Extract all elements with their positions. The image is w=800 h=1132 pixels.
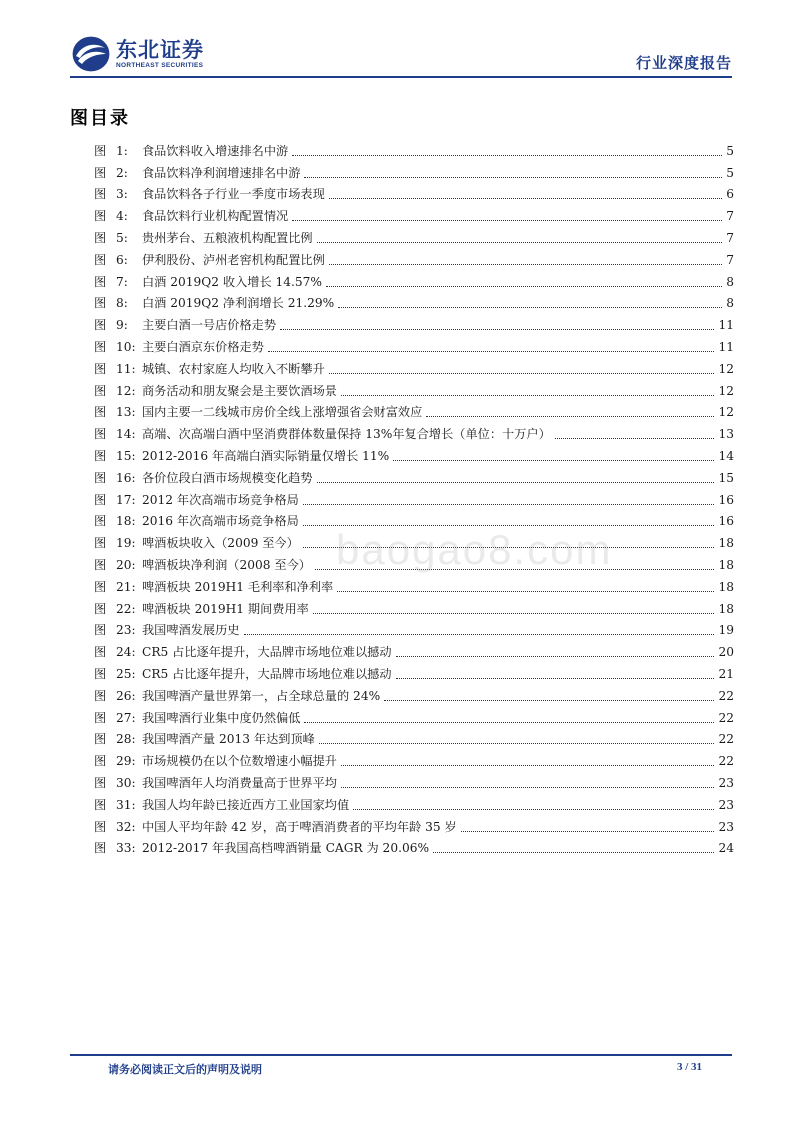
toc-page-number: 8	[726, 296, 734, 311]
toc-page-number: 11	[718, 318, 734, 333]
toc-caption: 食品饮料行业机构配置情况	[142, 209, 289, 224]
toc-figure-index: 33:	[116, 841, 136, 856]
toc-figure-index: 21:	[116, 579, 136, 594]
toc-page-number: 18	[718, 579, 734, 594]
toc-figure-number	[94, 296, 142, 311]
brand-name-cn: 东北证券	[116, 37, 204, 62]
toc-figure-number	[94, 841, 142, 856]
toc-figure-index: 28:	[116, 732, 136, 747]
toc-figure-index: 18:	[116, 514, 136, 529]
toc-entry[interactable]	[94, 268, 734, 290]
toc-figure-number	[94, 231, 142, 246]
toc-figure-number	[94, 253, 142, 268]
toc-figure-number	[94, 558, 142, 573]
toc-entry[interactable]	[94, 290, 734, 312]
toc-figure-label: 图	[94, 645, 107, 660]
toc-leader-dots	[317, 479, 715, 483]
toc-figure-number	[94, 209, 142, 224]
toc-figure-index: 12:	[116, 383, 136, 398]
toc-figure-label: 图	[94, 252, 107, 267]
toc-figure-number	[94, 667, 142, 682]
toc-figure-label: 图	[94, 187, 107, 202]
toc-leader-dots	[244, 631, 715, 635]
page-indicator: 3 / 31	[676, 1061, 702, 1073]
toc-figure-label: 图	[94, 623, 107, 638]
toc-caption: 我国啤酒年人均消费量高于世界平均	[142, 775, 337, 790]
toc-figure-label: 图	[94, 361, 107, 376]
toc-entry[interactable]	[94, 224, 734, 246]
toc-entry[interactable]	[94, 704, 734, 726]
toc-page-number: 6	[726, 187, 734, 202]
toc-leader-dots	[329, 195, 722, 199]
toc-figure-label: 图	[94, 274, 107, 289]
toc-figure-index: 23:	[116, 623, 136, 638]
toc-page-number: 21	[718, 666, 734, 681]
toc-caption: 我国人均年龄已接近西方工业国家均值	[142, 797, 350, 812]
toc-figure-number	[94, 384, 142, 399]
toc-figure-label: 图	[94, 579, 107, 594]
toc-figure-index: 29:	[116, 754, 136, 769]
toc-leader-dots	[326, 283, 722, 287]
toc-entry[interactable]	[94, 442, 734, 464]
toc-figure-label: 图	[94, 296, 107, 311]
toc-leader-dots	[555, 435, 715, 439]
toc-caption: 食品饮料净利润增速排名中游	[142, 165, 301, 180]
toc-figure-label: 图	[94, 688, 107, 703]
toc-figure-index: 3:	[116, 187, 128, 202]
toc-caption: 商务活动和朋友聚会是主要饮酒场景	[142, 383, 337, 398]
toc-caption: 城镇、农村家庭人均收入不断攀升	[142, 361, 325, 376]
toc-leader-dots	[268, 348, 715, 352]
toc-figure-number	[94, 362, 142, 377]
toc-page-number: 15	[718, 470, 734, 485]
toc-entry[interactable]	[94, 791, 734, 813]
toc-entry[interactable]	[94, 333, 734, 355]
toc-figure-index: 7:	[116, 274, 128, 289]
toc-figure-number	[94, 602, 142, 617]
toc-entry[interactable]	[94, 595, 734, 617]
toc-leader-dots	[426, 413, 714, 417]
toc-figure-index: 20:	[116, 557, 136, 572]
toc-page-number: 8	[726, 274, 734, 289]
toc-page-number: 22	[718, 732, 734, 747]
toc-figure-label: 图	[94, 339, 107, 354]
northeast-securities-logo-icon	[70, 34, 112, 74]
toc-figure-label: 图	[94, 601, 107, 616]
toc-leader-dots	[341, 762, 714, 766]
toc-figure-index: 14:	[116, 427, 136, 442]
toc-page-number: 7	[726, 252, 734, 267]
toc-caption: 贵州茅台、五粮液机构配置比例	[142, 230, 313, 245]
toc-figure-number	[94, 493, 142, 508]
toc-entry[interactable]	[94, 311, 734, 333]
toc-figure-index: 2:	[116, 165, 128, 180]
toc-entry[interactable]	[94, 638, 734, 660]
toc-entry[interactable]	[94, 617, 734, 639]
toc-entry[interactable]	[94, 464, 734, 486]
toc-figure-number	[94, 623, 142, 638]
toc-figure-index: 31:	[116, 797, 136, 812]
toc-caption: 国内主要一二线城市房价全线上涨增强省会财富效应	[142, 405, 423, 420]
toc-figure-label: 图	[94, 143, 107, 158]
toc-figure-number	[94, 820, 142, 835]
toc-figure-label: 图	[94, 230, 107, 245]
toc-page-number: 7	[726, 209, 734, 224]
toc-page-number: 20	[718, 645, 734, 660]
toc-leader-dots	[319, 740, 715, 744]
toc-figure-number	[94, 427, 142, 442]
toc-figure-label: 图	[94, 514, 107, 529]
toc-caption: 伊利股份、泸州老窖机构配置比例	[142, 252, 325, 267]
toc-figure-index: 22:	[116, 601, 136, 616]
toc-figure-index: 5:	[116, 230, 128, 245]
toc-leader-dots	[396, 675, 715, 679]
toc-figure-number	[94, 754, 142, 769]
toc-caption: 我国啤酒行业集中度仍然偏低	[142, 710, 301, 725]
toc-figure-index: 11:	[116, 361, 136, 376]
toc-leader-dots	[292, 217, 722, 221]
toc-entry[interactable]	[94, 399, 734, 421]
toc-figure-number	[94, 187, 142, 202]
toc-caption: 高端、次高端白酒中坚消费群体数量保持 13%年复合增长（单位：十万户）	[142, 427, 551, 442]
toc-entry[interactable]	[94, 355, 734, 377]
toc-figure-label: 图	[94, 666, 107, 681]
toc-page-number: 7	[726, 230, 734, 245]
toc-page-number: 14	[718, 448, 734, 463]
toc-leader-dots	[303, 501, 715, 505]
toc-title: 图目录	[70, 108, 130, 129]
toc-figure-index: 26:	[116, 688, 136, 703]
toc-figure-number	[94, 776, 142, 791]
toc-caption: 主要白酒京东价格走势	[142, 339, 264, 354]
toc-page-number: 11	[718, 339, 734, 354]
toc-entry[interactable]	[94, 660, 734, 682]
toc-figure-index: 1:	[116, 143, 128, 158]
toc-caption: 啤酒板块 2019H1 期间费用率	[142, 601, 309, 616]
toc-leader-dots	[396, 653, 715, 657]
toc-figure-number	[94, 318, 142, 333]
toc-figure-index: 6:	[116, 252, 128, 267]
toc-caption: 啤酒板块净利润（2008 至今）	[142, 557, 311, 572]
toc-leader-dots	[337, 588, 714, 592]
toc-leader-dots	[304, 174, 722, 178]
toc-entry[interactable]	[94, 137, 734, 159]
toc-caption: 啤酒板块收入（2009 至今）	[142, 536, 299, 551]
toc-entry[interactable]	[94, 835, 734, 857]
toc-figure-index: 32:	[116, 819, 136, 834]
toc-page-number: 5	[726, 165, 734, 180]
toc-caption: 2012-2017 年我国高档啤酒销量 CAGR 为 20.06%	[142, 841, 430, 856]
footer-disclaimer: 请务必阅读正文后的声明及说明	[108, 1063, 262, 1076]
toc-page-number: 18	[718, 557, 734, 572]
page-header	[70, 34, 732, 74]
toc-entry[interactable]	[94, 726, 734, 748]
toc-entry[interactable]	[94, 181, 734, 203]
toc-caption: 食品饮料收入增速排名中游	[142, 143, 289, 158]
toc-page-number: 19	[718, 623, 734, 638]
toc-leader-dots	[384, 697, 714, 701]
toc-entry[interactable]	[94, 813, 734, 835]
toc-leader-dots	[329, 370, 715, 374]
toc-page-number: 23	[718, 797, 734, 812]
toc-figure-label: 图	[94, 732, 107, 747]
toc-caption: 主要白酒一号店价格走势	[142, 318, 277, 333]
toc-page-number: 22	[718, 688, 734, 703]
toc-figure-label: 图	[94, 448, 107, 463]
toc-page-number: 22	[718, 754, 734, 769]
toc-caption: 啤酒板块 2019H1 毛利率和净利率	[142, 579, 334, 594]
toc-caption: 我国啤酒产量 2013 年达到顶峰	[142, 732, 315, 747]
toc-caption: 我国啤酒发展历史	[142, 623, 240, 638]
toc-entry[interactable]	[94, 377, 734, 399]
toc-entry[interactable]	[94, 246, 734, 268]
toc-figure-number	[94, 405, 142, 420]
toc-figure-number	[94, 166, 142, 181]
toc-figure-number	[94, 580, 142, 595]
toc-entry[interactable]	[94, 202, 734, 224]
toc-leader-dots	[329, 261, 722, 265]
footer-divider	[70, 1054, 732, 1056]
toc-figure-number	[94, 340, 142, 355]
toc-figure-index: 30:	[116, 775, 136, 790]
toc-figure-label: 图	[94, 318, 107, 333]
toc-leader-dots	[292, 152, 722, 156]
toc-figure-label: 图	[94, 165, 107, 180]
toc-leader-dots	[433, 849, 714, 853]
toc-caption: 白酒 2019Q2 净利润增长 21.29%	[142, 296, 335, 311]
toc-figure-number	[94, 711, 142, 726]
toc-figure-label: 图	[94, 841, 107, 856]
toc-page-number: 23	[718, 819, 734, 834]
toc-page-number: 5	[726, 143, 734, 158]
report-type-label: 行业深度报告	[635, 54, 732, 72]
toc-figure-index: 8:	[116, 296, 128, 311]
toc-leader-dots	[353, 806, 714, 810]
brand-name-en: NORTHEAST SECURITIES	[116, 61, 204, 69]
toc-caption: 2012 年次高端市场竞争格局	[142, 492, 299, 507]
toc-leader-dots	[338, 304, 722, 308]
toc-figure-index: 15:	[116, 448, 136, 463]
toc-page-number: 12	[718, 405, 734, 420]
toc-caption: 食品饮料各子行业一季度市场表现	[142, 187, 325, 202]
toc-figure-label: 图	[94, 710, 107, 725]
toc-page-number: 12	[718, 361, 734, 376]
toc-figure-index: 17:	[116, 492, 136, 507]
toc-page-number: 16	[718, 514, 734, 529]
toc-figure-label: 图	[94, 557, 107, 572]
toc-figure-label: 图	[94, 754, 107, 769]
header-divider	[70, 76, 732, 78]
toc-figure-index: 16:	[116, 470, 136, 485]
toc-figure-number	[94, 514, 142, 529]
toc-caption: 市场规模仍在以个位数增速小幅提升	[142, 754, 337, 769]
toc-entry[interactable]	[94, 682, 734, 704]
toc-figure-index: 13:	[116, 405, 136, 420]
toc-caption: CR5 占比逐年提升，大品牌市场地位难以撼动	[142, 645, 392, 660]
toc-figure-number	[94, 449, 142, 464]
toc-page-number: 13	[718, 427, 734, 442]
toc-leader-dots	[341, 784, 714, 788]
toc-caption: 中国人平均年龄 42 岁，高于啤酒消费者的平均年龄 35 岁	[142, 819, 457, 834]
toc-figure-number	[94, 471, 142, 486]
toc-figure-index: 19:	[116, 536, 136, 551]
toc-page-number: 24	[718, 841, 734, 856]
toc-figure-label: 图	[94, 405, 107, 420]
toc-entry[interactable]	[94, 159, 734, 181]
toc-figure-index: 4:	[116, 209, 128, 224]
toc-figure-label: 图	[94, 797, 107, 812]
toc-figure-label: 图	[94, 470, 107, 485]
toc-figure-number	[94, 798, 142, 813]
toc-figure-label: 图	[94, 383, 107, 398]
toc-leader-dots	[280, 326, 714, 330]
toc-figure-index: 27:	[116, 710, 136, 725]
toc-leader-dots	[341, 392, 714, 396]
toc-page-number: 12	[718, 383, 734, 398]
toc-page-number: 23	[718, 775, 734, 790]
toc-caption: 我国啤酒产量世界第一，占全球总量的 24%	[142, 688, 381, 703]
toc-figure-label: 图	[94, 819, 107, 834]
toc-caption: 2012-2016 年高端白酒实际销量仅增长 11%	[142, 448, 390, 463]
toc-leader-dots	[304, 719, 714, 723]
toc-figure-index: 25:	[116, 666, 136, 681]
toc-figure-number	[94, 732, 142, 747]
toc-page-number: 18	[718, 536, 734, 551]
toc-figure-index: 24:	[116, 645, 136, 660]
toc-caption: 2016 年次高端市场竞争格局	[142, 514, 299, 529]
company-logo	[70, 34, 204, 74]
toc-figure-number	[94, 689, 142, 704]
toc-leader-dots	[393, 457, 714, 461]
toc-figure-number	[94, 275, 142, 290]
toc-caption: 各价位段白酒市场规模变化趋势	[142, 470, 313, 485]
toc-figure-index: 9:	[116, 318, 128, 333]
toc-figure-label: 图	[94, 492, 107, 507]
toc-entry[interactable]	[94, 747, 734, 769]
toc-figure-label: 图	[94, 775, 107, 790]
toc-leader-dots	[313, 610, 715, 614]
toc-caption: 白酒 2019Q2 收入增长 14.57%	[142, 274, 322, 289]
toc-page-number: 18	[718, 601, 734, 616]
toc-figure-label: 图	[94, 536, 107, 551]
toc-entry[interactable]	[94, 486, 734, 508]
toc-figure-number	[94, 536, 142, 551]
toc-leader-dots	[461, 828, 715, 832]
toc-entry[interactable]	[94, 420, 734, 442]
toc-caption: CR5 占比逐年提升，大品牌市场地位难以撼动	[142, 666, 392, 681]
toc-page-number: 22	[718, 710, 734, 725]
toc-figure-index: 10:	[116, 339, 136, 354]
toc-entry[interactable]	[94, 573, 734, 595]
watermark: baogao8.com	[336, 526, 613, 573]
toc-figure-label: 图	[94, 209, 107, 224]
toc-entry[interactable]	[94, 769, 734, 791]
toc-figure-label: 图	[94, 427, 107, 442]
toc-figure-number	[94, 645, 142, 660]
toc-page-number: 16	[718, 492, 734, 507]
toc-leader-dots	[317, 239, 722, 243]
toc-figure-number	[94, 144, 142, 159]
figure-toc-list	[94, 137, 734, 856]
